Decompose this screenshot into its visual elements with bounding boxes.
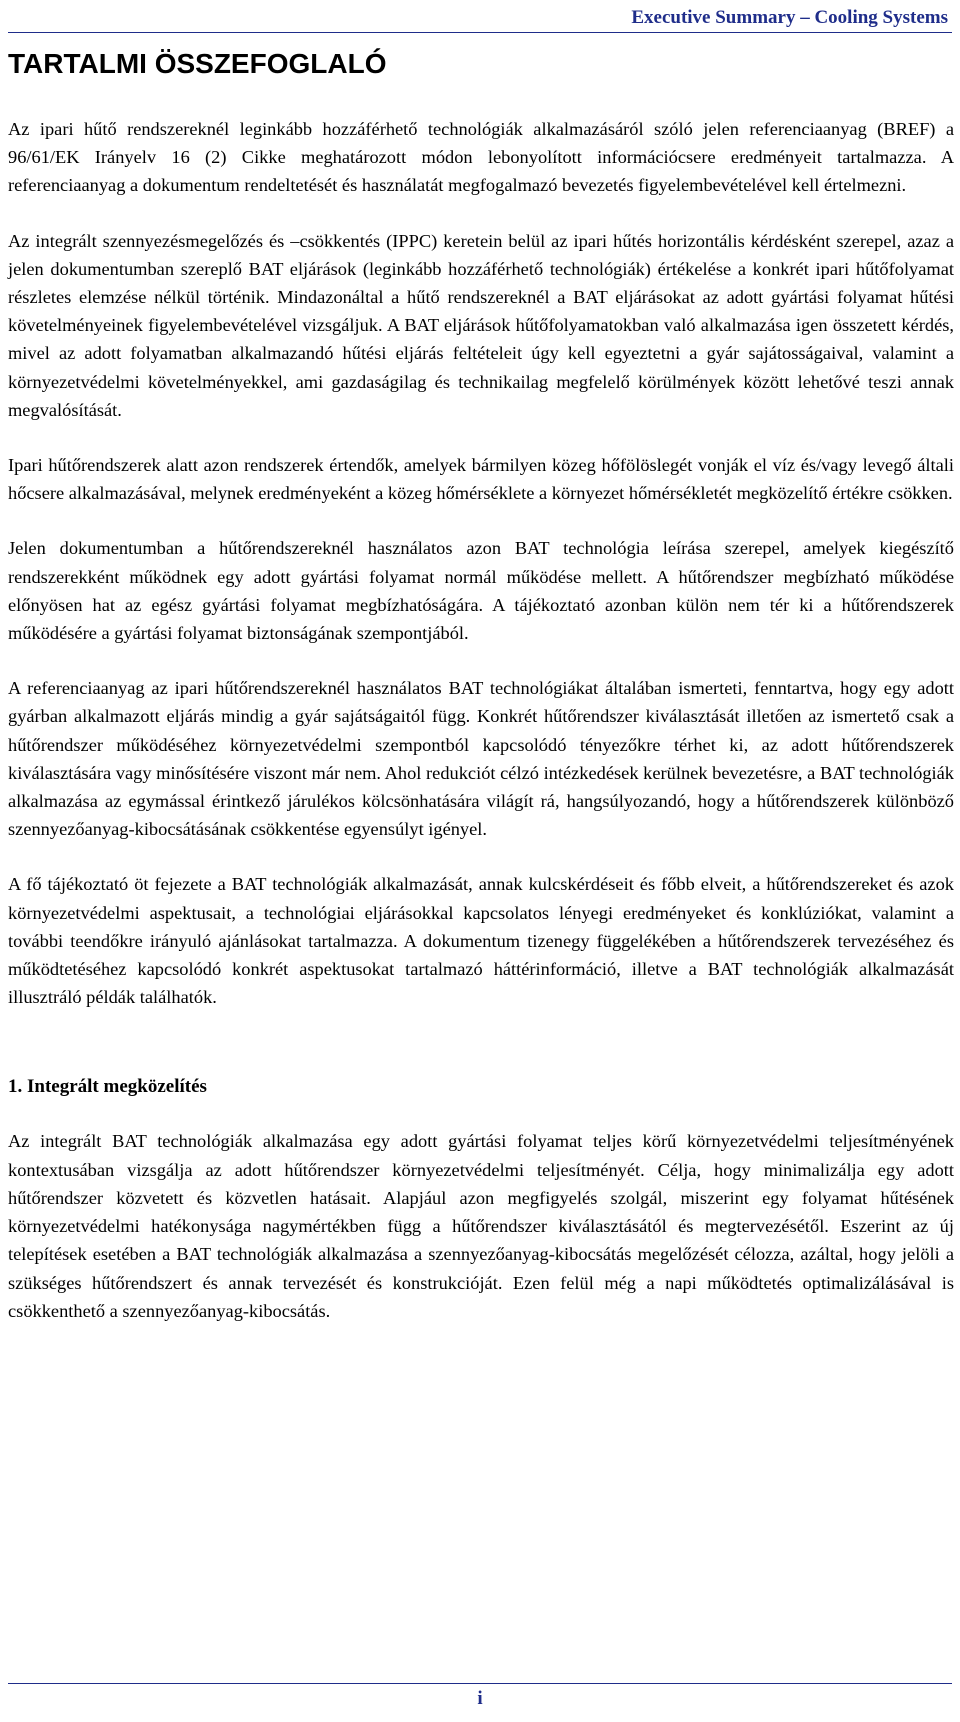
paragraph-intro: Az ipari hűtő rendszereknél leginkább hozzáférhető technológiák alkalmazásáról szóló jelen referenciaanyag (BREF) a 96/61/EK Irányelv 16 (2) Cikke meghatározott módon lebonyolított információcsere eredményeit tartalmazza. A referenciaanyag a dokumentum rendeltetését és használatát megfogalmazó bevezetés figyelembevételével kell értelmezni. bbox=[8, 119, 954, 196]
paragraph-integrated-approach: Az integrált BAT technológiák alkalmazása egy adott gyártási folyamat teljes körű környezetvédelmi teljesítményének kontextusában vizsgálja az adott hűtőrendszer környezetvédelmi teljesítményét. Célja, hogy minimalizálja egy adott hűtőrendszer közvetett és közvetlen hatásait. Alapjául azon megfigyelés szolgál, miszerint egy folyamat hűtésének környezetvédelmi hatékonysága nagymértékben függ a hűtőrendszer kiválasztásától és megtervezésétől. Eszerint az új telepítések esetében a BAT technológiák alkalmazása a szennyezőanyag-kibocsátás megelőzését célozza, azáltal, hogy jelöli a szükséges hűtőrendszert és annak tervezését és konstrukcióját. Ezen felül még a napi működtetés optimalizálásával is csökkenthető a szennyezőanyag-kibocsátás. bbox=[8, 1131, 954, 1321]
page-footer bbox=[8, 1683, 952, 1718]
running-title: Executive Summary – Cooling Systems bbox=[631, 7, 948, 28]
paragraph-ippc: Az integrált szennyezésmegelőzés és –csökkentés (IPPC) keretein belül az ipari hűtés horizontális kérdésként szerepel, azaz a jelen dokumentumban szereplő BAT eljárások (leginkább hozzáférhető technológiák) értékelése a konkrét ipari hűtőfolyamat részletes elemzése nélkül történik. Mindazonáltal a hűtő rendszereknél a BAT eljárásokat az adott gyártási folyamat hűtési követelményeinek figyelembevételével vizsgáljuk. A BAT eljárások hűtőfolyamatokban való alkalmazása igen összetett kérdés, mivel az adott folyamatban alkalmazandó hűtési eljárás feltételeit úgy kell egyeztetni a gyár sajátosságaival, valamint a környezetvédelmi követelményekkel, ami gazdaságilag és technikailag megfelelő körülmények között lehetővé teszi annak megvalósítását. bbox=[8, 230, 954, 420]
page-title: TARTALMI ÖSSZEFOGLALÓ bbox=[8, 48, 387, 79]
running-header bbox=[8, 6, 952, 33]
paragraph-structure: A fő tájékoztató öt fejezete a BAT technológiák alkalmazását, annak kulcskérdéseit és főbb elveit, a hűtőrendszereket és azok környezetvédelmi aspektusait, a technológiai eljárásokkal kapcsolatos lényegi eredményeket és konklúziókat, valamint a további teendőkre irányuló ajánlásokat tartalmazza. A dokumentum tizenegy függelékében a hűtőrendszerek tervezéséhez és működtetéséhez kapcsolódó konkrét aspektusokat tartalmazó háttérinformáció, illetve a BAT technológiák alkalmazását illusztráló példák találhatók. bbox=[8, 874, 954, 1008]
paragraph-definition: Ipari hűtőrendszerek alatt azon rendszerek értendők, amelyek bármilyen közeg hőfölöslegét vonják el víz és/vagy levegő általi hőcsere alkalmazásával, melynek eredményeként a közeg hőmérséklete a környezet hőmérsékletét megközelítő értékre csökken. bbox=[8, 455, 954, 504]
section-heading-integrated-approach: 1. Integrált megközelítés bbox=[8, 1076, 207, 1098]
document-body bbox=[8, 115, 954, 1352]
page-number: i bbox=[477, 1688, 483, 1709]
paragraph-scope: Jelen dokumentumban a hűtőrendszereknél használatos azon BAT technológia leírása szerepel, amelyek kiegészítő rendszerekként működnek egy adott gyártási folyamat normál működése mellett. A hűtőrendszer megbízható működése előnyösen hat az egész gyártási folyamat megbízhatóságára. A tájékoztató azonban külön nem tér ki a hűtőrendszerek működésére a gyártási folyamat biztonságának szempontjából. bbox=[8, 538, 954, 644]
paragraph-general: A referenciaanyag az ipari hűtőrendszereknél használatos BAT technológiákat általában ismerteti, fenntartva, hogy egy adott gyárban alkalmazott eljárás mindig a gyár sajátságaitól függ. Konkrét hűtőrendszer kiválasztását illetően az ismertető csak a hűtőrendszer működéséhez környezetvédelmi szempontból kapcsolódó tényezőkre térhet ki, az adott hűtőrendszerek kiválasztására vagy minősítésére viszont már nem. Ahol redukciót célzó intézkedések kerülnek bevezetésre, a BAT technológiák alkalmazása az egymással érintkező járulékos kölcsönhatására világít rá, hangsúlyozandó, hogy a hűtőrendszerek különböző szennyezőanyag-kibocsátásának csökkentése egyensúlyt igényel. bbox=[8, 678, 954, 840]
